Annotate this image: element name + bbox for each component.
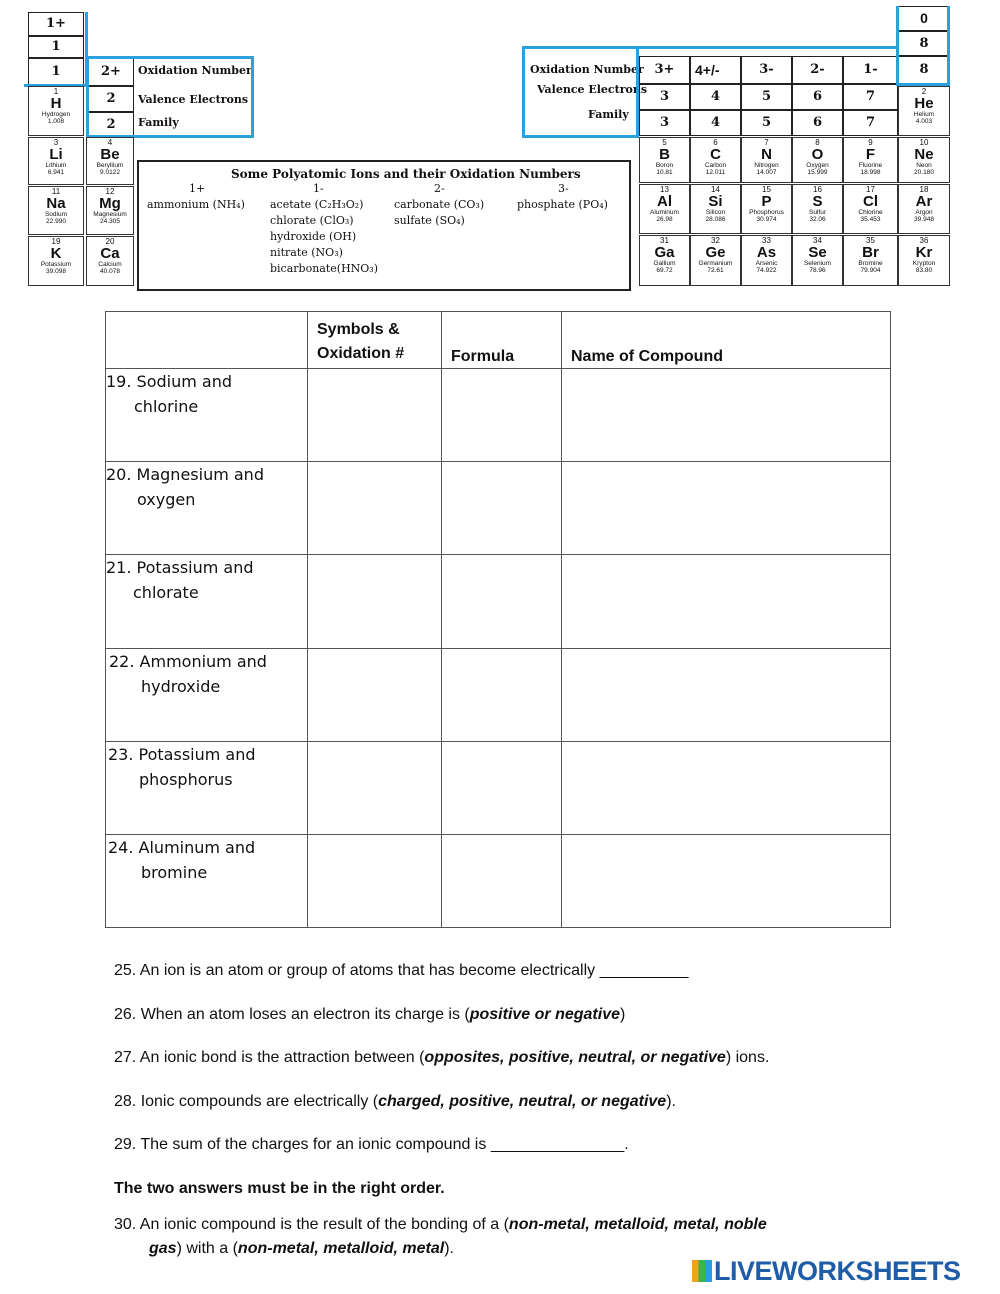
group0-header: 0 — [898, 6, 950, 31]
ion-sulfate: sulfate (SO₄) — [394, 214, 465, 227]
formula-cell[interactable] — [442, 462, 562, 555]
compound-table — [105, 311, 891, 928]
element-Si: 14 Si Silicon 28.086 — [690, 184, 741, 234]
right-blue-frame-group0 — [896, 6, 950, 86]
element-O: 8 O Oxygen 15.999 — [792, 137, 843, 183]
formula-cell[interactable] — [442, 369, 562, 462]
ox-8: 8 — [898, 56, 950, 84]
answer-options-30a[interactable]: non-metal, metalloid, metal, noble — [508, 1216, 767, 1233]
right-legend-family: Family — [588, 108, 629, 121]
formula-cell[interactable] — [442, 649, 562, 742]
element-Ne: 10 Ne Neon 20.180 — [898, 137, 950, 183]
row-label: 20. Magnesium and oxygen — [106, 462, 308, 555]
row-label: 23. Potassium and phosphorus — [106, 742, 308, 835]
table-row — [106, 369, 891, 462]
group2-oxidation: 2+ — [88, 58, 134, 86]
element-Li: 3 Li Lithium 6.941 — [28, 137, 84, 185]
compound-name-cell[interactable] — [562, 369, 891, 462]
header-formula: Formula — [442, 312, 562, 369]
charge-1minus: 1- — [313, 182, 324, 195]
compound-name-cell[interactable] — [562, 649, 891, 742]
valence-6: 6 — [792, 84, 843, 110]
group1-row3: 1 — [28, 58, 84, 86]
compound-name-cell[interactable] — [562, 555, 891, 649]
family-4: 4 — [690, 110, 741, 136]
element-He: 2 He Helium 4.003 — [898, 86, 950, 136]
table-row — [106, 835, 891, 928]
element-Kr: 36 Kr Krypton 83.80 — [898, 235, 950, 286]
element-Al: 13 Al Aluminum 26.98 — [639, 184, 690, 234]
element-C: 6 C Carbon 12.011 — [690, 137, 741, 183]
question-28: 28. Ionic compounds are electrically (charged, positive, neutral, or negative). — [114, 1093, 676, 1110]
table-row — [106, 649, 891, 742]
symbols-cell[interactable] — [308, 462, 442, 555]
ion-hydroxide: hydroxide (OH) — [270, 230, 357, 243]
question-29: 29. The sum of the charges for an ionic compound is _______________. — [114, 1136, 629, 1153]
symbols-cell[interactable] — [308, 835, 442, 928]
element-N: 7 N Nitrogen 14.007 — [741, 137, 792, 183]
header-symbols: Symbols & Oxidation # — [308, 312, 442, 369]
row-label: 21. Potassium and chlorate — [106, 555, 308, 649]
element-Cl: 17 Cl Chlorine 35.453 — [843, 184, 898, 234]
header-blank — [106, 312, 308, 369]
element-Br: 35 Br Bromine 79.904 — [843, 235, 898, 286]
right-legend-valence: Valence Electrons — [537, 83, 648, 96]
right-blue-frame-top — [637, 46, 899, 58]
ox-1minus: 1- — [843, 56, 898, 84]
family-3: 3 — [639, 110, 690, 136]
table-row — [106, 462, 891, 555]
right-blue-frame-legend — [522, 46, 639, 138]
left-legend-family: Family — [138, 116, 179, 129]
table-row — [106, 742, 891, 835]
family-6: 6 — [792, 110, 843, 136]
ox-3minus: 3- — [741, 56, 792, 84]
ox-2minus: 2- — [792, 56, 843, 84]
symbols-cell[interactable] — [308, 742, 442, 835]
element-Mg: 12 Mg Magnesium 24.305 — [86, 186, 134, 235]
charge-2minus: 2- — [434, 182, 445, 195]
answer-options-27[interactable]: opposites, positive, neutral, or negative — [424, 1049, 726, 1066]
row-label: 22. Ammonium and hydroxide — [106, 649, 308, 742]
answer-options-30c[interactable]: non-metal, metalloid, metal — [237, 1240, 445, 1257]
answer-blank-29[interactable]: _______________. — [490, 1136, 629, 1153]
formula-cell[interactable] — [442, 742, 562, 835]
ion-ammonium: ammonium (NH₄) — [147, 198, 245, 211]
answer-options-30b[interactable]: gas — [149, 1240, 177, 1257]
right-legend-oxidation: Oxidation Number — [530, 63, 644, 76]
row-label: 24. Aluminum and bromine — [106, 835, 308, 928]
ox-3plus: 3+ — [639, 56, 690, 84]
charge-3minus: 3- — [558, 182, 569, 195]
ion-phosphate: phosphate (PO₄) — [517, 198, 608, 211]
logo-icon — [692, 1260, 712, 1282]
compound-name-cell[interactable] — [562, 742, 891, 835]
left-legend-valence: Valence Electrons — [138, 93, 249, 106]
ion-carbonate: carbonate (CO₃) — [394, 198, 485, 211]
ion-chlorate: chlorate (ClO₃) — [270, 214, 354, 227]
element-Ca: 20 Ca Calcium 40.078 — [86, 236, 134, 286]
ion-acetate: acetate (C₂H₃O₂) — [270, 198, 364, 211]
compound-name-cell[interactable] — [562, 462, 891, 555]
answer-options-26[interactable]: positive or negative — [469, 1006, 620, 1023]
ion-bicarbonate: bicarbonate(HNO₃) — [270, 262, 379, 275]
group0-row2: 8 — [898, 31, 950, 56]
question-30: 30. An ionic compound is the result of the bonding of a (non-metal, metalloid, metal, noble gas) with a (non-metal, metalloid, metal). — [114, 1216, 767, 1257]
group2-valence: 2 — [88, 86, 134, 112]
valence-7: 7 — [843, 84, 898, 110]
element-As: 33 As Arsenic 74.922 — [741, 235, 792, 286]
table-header-row — [106, 312, 891, 369]
header-name: Name of Compound — [562, 312, 891, 369]
polyatomic-title: Some Polyatomic Ions and their Oxidation Numbers — [231, 167, 581, 181]
element-Be: 4 Be Beryllium 9.0122 — [86, 137, 134, 185]
valence-3: 3 — [639, 84, 690, 110]
answer-blank-25[interactable]: __________ — [599, 962, 689, 979]
question-25: 25. An ion is an atom or group of atoms that has become electrically __________ — [114, 962, 689, 979]
element-B: 5 B Boron 10.81 — [639, 137, 690, 183]
element-P: 15 P Phosphorus 30.974 — [741, 184, 792, 234]
ion-nitrate: nitrate (NO₃) — [270, 246, 343, 259]
left-blue-frame-group1 — [24, 12, 88, 87]
ox-4plusminus: 4+/- — [690, 56, 741, 84]
instruction-note: The two answers must be in the right order. — [114, 1180, 445, 1197]
symbols-cell[interactable] — [308, 555, 442, 649]
valence-5: 5 — [741, 84, 792, 110]
formula-cell[interactable] — [442, 555, 562, 649]
element-S: 16 S Sulfur 32.06 — [792, 184, 843, 234]
question-27: 27. An ionic bond is the attraction between (opposites, positive, neutral, or negative) ions. — [114, 1049, 770, 1066]
element-H: 1 H Hydrogen 1.008 — [28, 86, 84, 136]
liveworksheets-logo: LIVEWORKSHEETS — [692, 1256, 961, 1287]
table-row — [106, 555, 891, 649]
valence-4: 4 — [690, 84, 741, 110]
group1-row2: 1 — [28, 36, 84, 58]
element-Ge: 32 Ge Germanium 72.61 — [690, 235, 741, 286]
question-26: 26. When an atom loses an electron its charge is (positive or negative) — [114, 1006, 626, 1023]
polyatomic-ions-box — [137, 160, 631, 291]
family-7: 7 — [843, 110, 898, 136]
group2-family: 2 — [88, 112, 134, 137]
symbols-cell[interactable] — [308, 369, 442, 462]
element-Se: 34 Se Selenium 78.96 — [792, 235, 843, 286]
element-K: 19 K Potassium 39.098 — [28, 236, 84, 286]
element-Ar: 18 Ar Argon 39.948 — [898, 184, 950, 234]
element-Ga: 31 Ga Gallium 69.72 — [639, 235, 690, 286]
element-Na: 11 Na Sodium 22.990 — [28, 186, 84, 235]
left-legend-oxidation: Oxidation Number — [138, 64, 252, 77]
left-blue-frame-legend — [86, 56, 254, 138]
element-F: 9 F Fluorine 18.998 — [843, 137, 898, 183]
family-5: 5 — [741, 110, 792, 136]
symbols-cell[interactable] — [308, 649, 442, 742]
group1-header: 1+ — [28, 12, 84, 36]
formula-cell[interactable] — [442, 835, 562, 928]
answer-options-28[interactable]: charged, positive, neutral, or negative — [378, 1093, 667, 1110]
compound-name-cell[interactable] — [562, 835, 891, 928]
charge-1plus: 1+ — [189, 182, 206, 195]
row-label: 19. Sodium and chlorine — [106, 369, 308, 462]
